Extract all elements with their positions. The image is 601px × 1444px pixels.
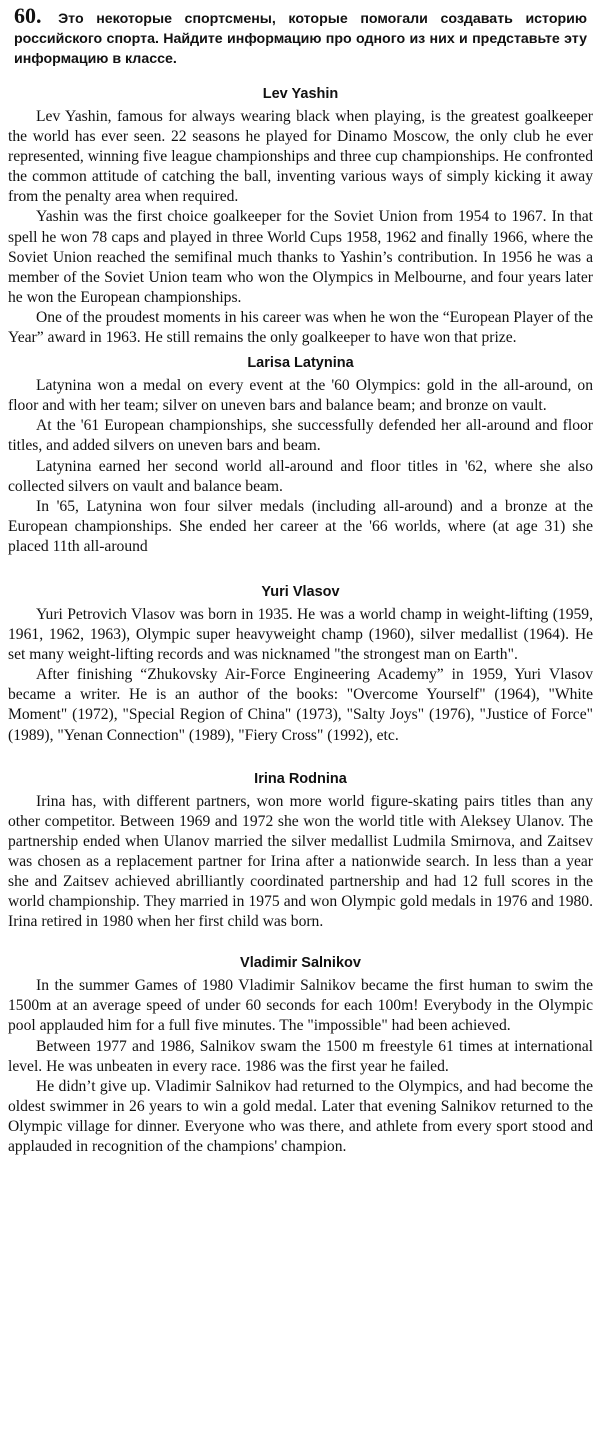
task-text: Это некоторые спортсмены, которые помогали создавать историю российского спорта. Найдите информацию про одного из них и представьте эту информацию в классе.	[14, 11, 587, 67]
paragraph: In '65, Latynina won four silver medals (including all-around) and a bronze at the European championships. She ended her career at the '66 worlds, where (at age 31) she placed 11th all-around	[8, 497, 593, 555]
section-heading: Larisa Latynina	[247, 355, 354, 372]
task-number: 60.	[14, 3, 42, 28]
section-yuri-vlasov	[8, 581, 593, 746]
paragraph: After finishing “Zhukovsky Air-Force Engineering Academy” in 1959, Yuri Vlasov became a writer. He is an author of the books: "Overcome Yourself" (1964), "White Moment" (1972), "Special Region of China" (1973), "Salty Joys" (1976), "Justice of Force" (1989), "Yenan Connection" (1989), "Fiery Cross" (1992), etc.	[8, 666, 593, 744]
paragraph: Yashin was the first choice goalkeeper for the Soviet Union from 1954 to 1967. In that spell he won 78 caps and played in three World Cups 1958, 1962 and finally 1966, where the Soviet Union reached the semifinal much thanks to Yashin’s contribution. In 1956 he was a member of the Soviet Union team who won the Olympics in Melbourne, and four years later he won the European championships.	[8, 208, 593, 306]
paragraph: Latynina won a medal on every event at the '60 Olympics: gold in the all-around, on floor and with her team; silver on uneven bars and balance beam; and bronze on vault.	[8, 377, 593, 415]
section-lev-yashin	[8, 83, 593, 348]
paragraph: Yuri Petrovich Vlasov was born in 1935. He was a world champ in weight-lifting (1959, 1961, 1962, 1963), Olympic super heavyweight champ (1960), silver medallist (1964). He set many weight-lifting records and was nicknamed "the strongest man on Earth".	[8, 605, 593, 664]
section-larisa-latynina	[8, 352, 593, 557]
section-heading: Irina Rodnina	[254, 770, 347, 787]
section-irina-rodnina	[8, 768, 593, 933]
paragraph: Lev Yashin, famous for always wearing black when playing, is the greatest goalkeeper the world has ever seen. 22 seasons he played for Dinamo Moscow, the only club he ever represented, winning five league championships and three cup championships. He confronted the common attitude of catching the ball, inventing various ways of simply kicking it away from the penalty area when required.	[8, 108, 593, 206]
section-vladimir-salnikov	[8, 952, 593, 1157]
paragraph: One of the proudest moments in his career was when he won the “European Player of the Year” award in 1963. He still remains the only goalkeeper to have won that prize.	[8, 308, 593, 347]
section-heading: Vladimir Salnikov	[240, 955, 361, 972]
paragraph: At the '61 European championships, she successfully defended her all-around and floor titles, and added silvers on uneven bars and beam.	[8, 417, 593, 455]
section-heading: Yuri Vlasov	[261, 583, 340, 600]
paragraph: Irina has, with different partners, won more world figure-skating pairs titles than any other competitor. Between 1969 and 1972 she won the world title with Aleksey Ulanov. The partnership ended when Ulanov married the silver medallist Ludmila Smirnova, and Zaitsev was chosen as a replacement partner for Irina after a nationwide search. In less than a year she and Zaitsev achieved abrilliantly coordinated partnership and had 12 full scores in the world championship. They married in 1975 and won Olympic gold medals in 1976 and 1980. Irina retired in 1980 when her first child was born.	[8, 792, 593, 931]
paragraph: Between 1977 and 1986, Salnikov swam the 1500 m freestyle 61 times at international level. He was unbeaten in every race. 1986 was the first year he failed.	[8, 1037, 593, 1075]
task-instruction	[14, 3, 587, 69]
paragraph: In the summer Games of 1980 Vladimir Salnikov became the first human to swim the 1500m at an average speed of under 60 seconds for each 100m! Everybody in the Olympic pool applauded him for a full five minutes. The "impossible" had been achieved.	[8, 977, 593, 1035]
paragraph: He didn’t give up. Vladimir Salnikov had returned to the Olympics, and had become the oldest swimmer in 26 years to win a gold medal. Later that evening Salnikov returned to the Olympic village for dinner. Everyone who was there, and athlete from every sport stood and applauded in recognition of the champions' champion.	[8, 1077, 593, 1156]
section-heading: Lev Yashin	[262, 86, 339, 102]
paragraph: Latynina earned her second world all-around and floor titles in '62, where she also collected silvers on vault and balance beam.	[8, 457, 593, 495]
